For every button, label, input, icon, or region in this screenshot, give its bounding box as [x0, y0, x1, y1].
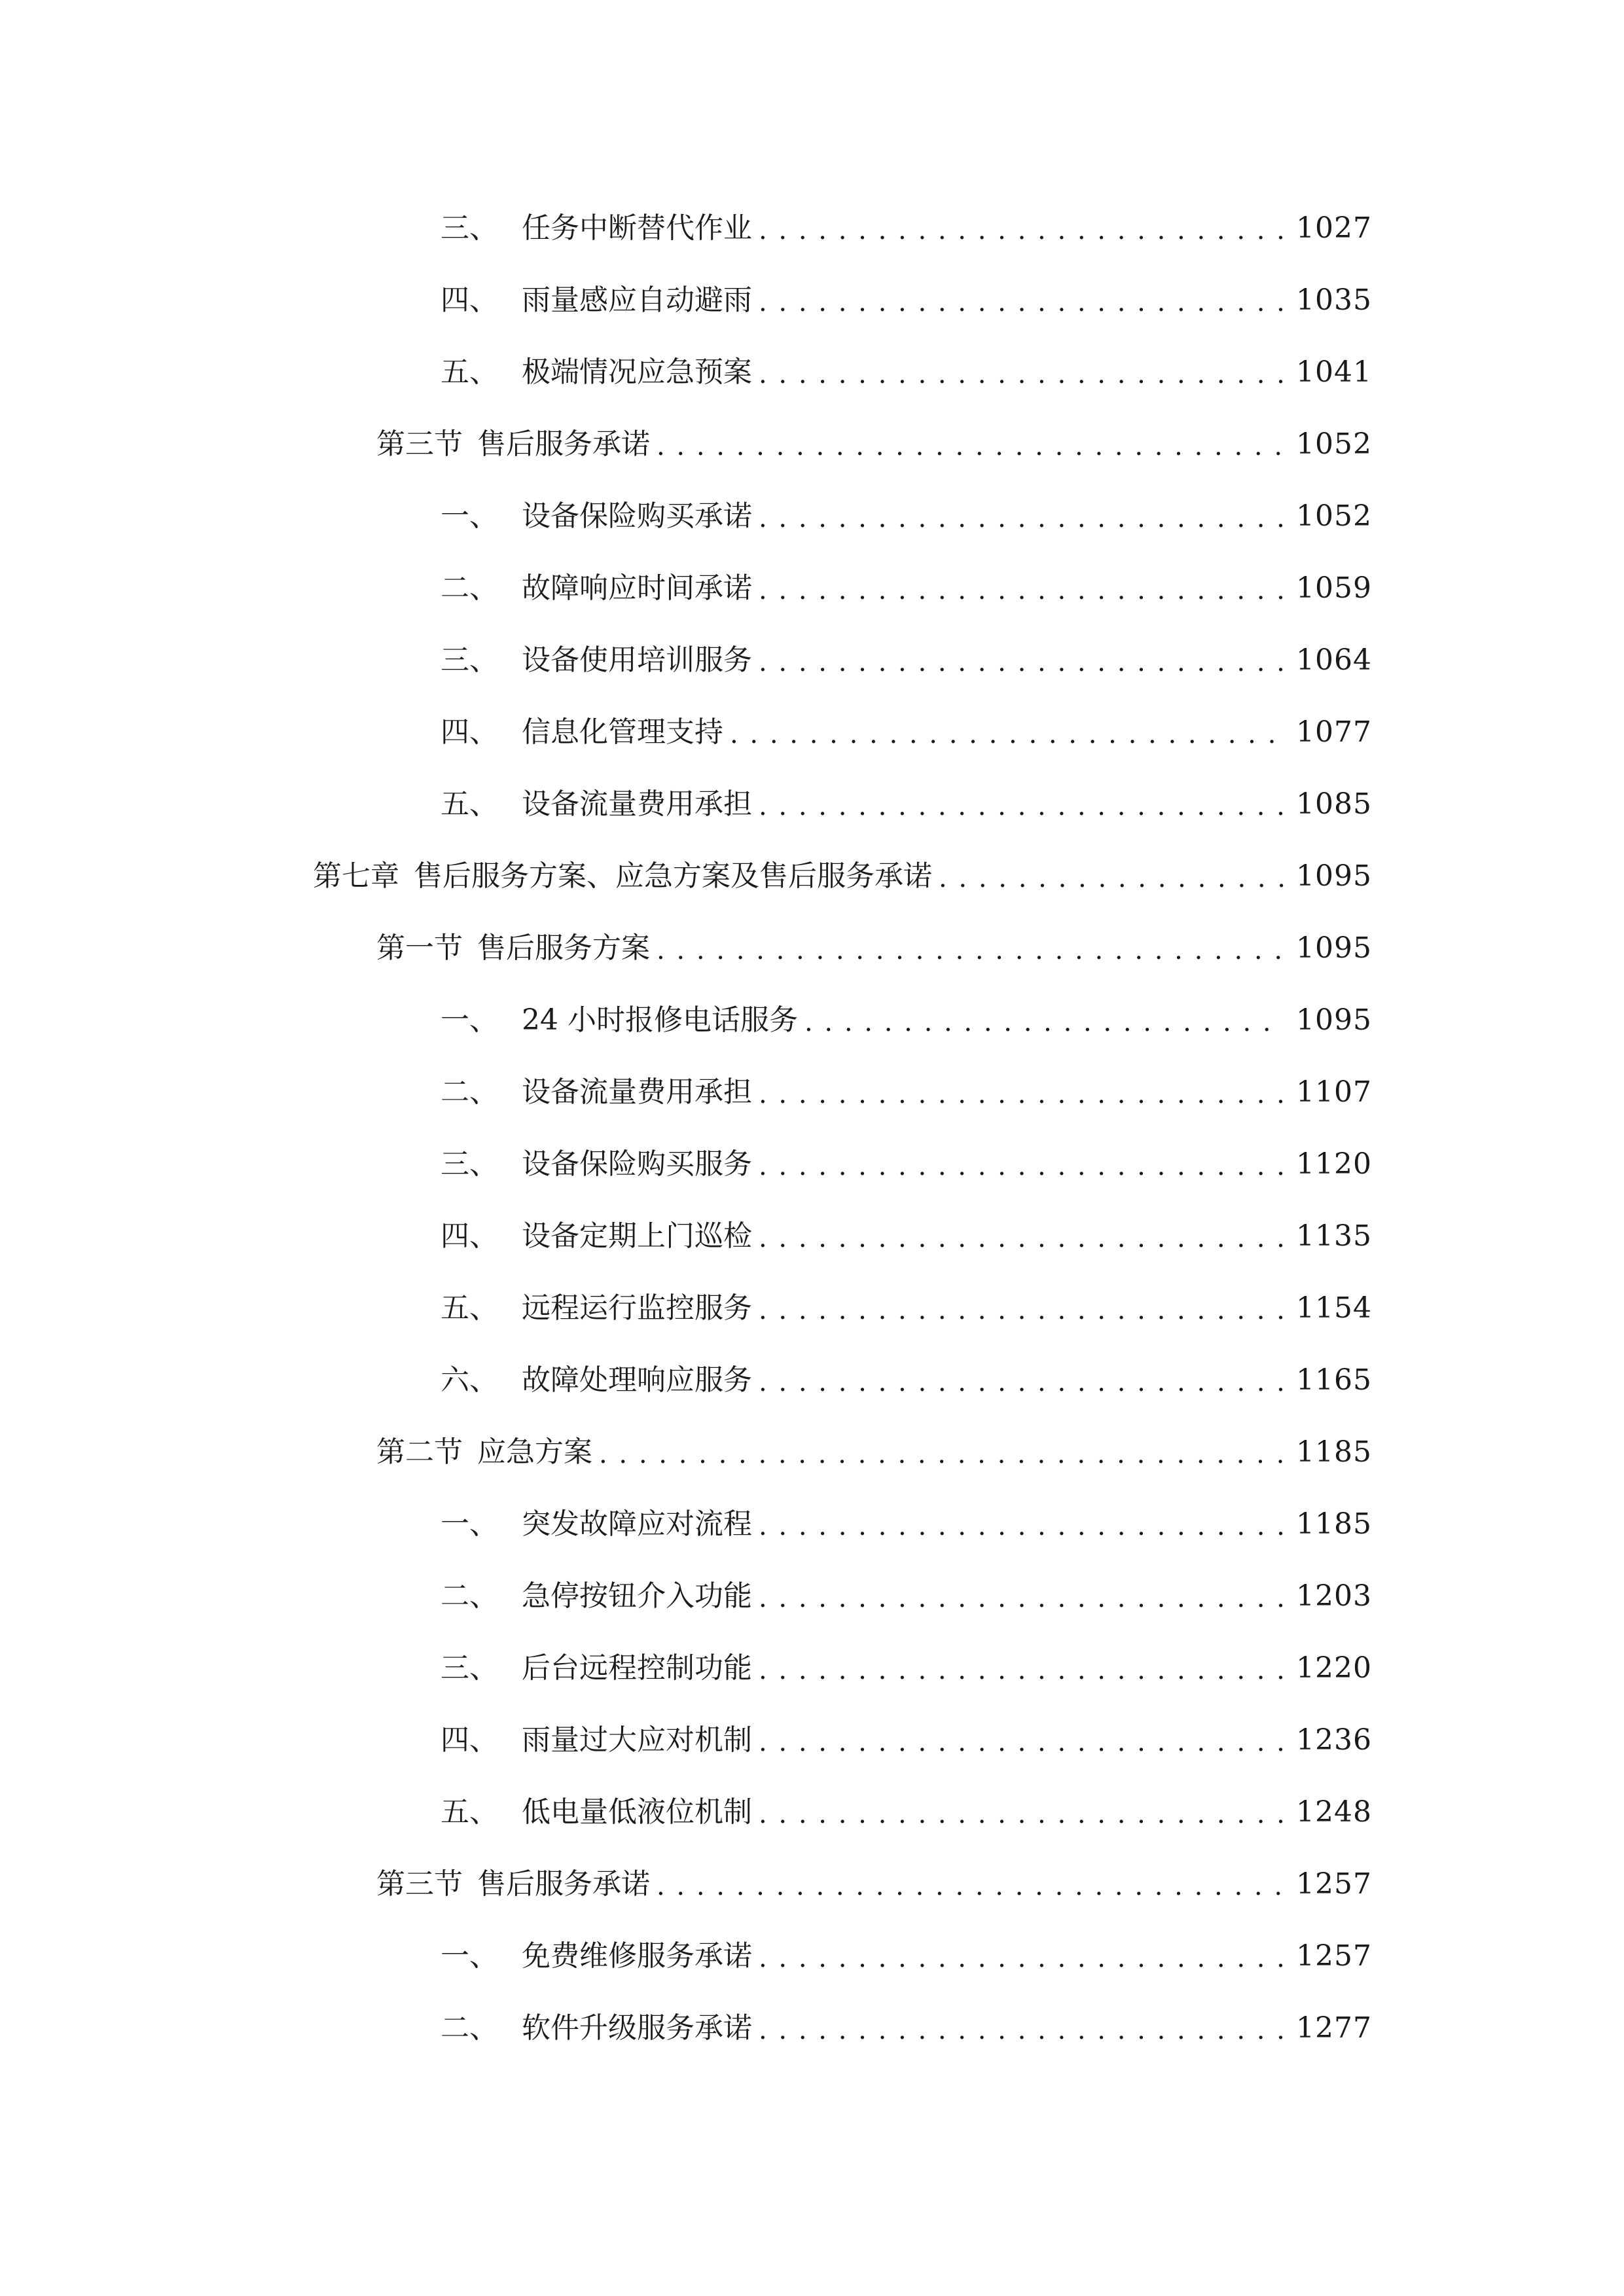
toc-entry[interactable] [441, 2002, 1372, 2054]
dot-leader [759, 634, 1284, 687]
toc-entry-number: 六、 [441, 1363, 498, 1397]
toc-entry-number: 四、 [441, 1723, 498, 1757]
toc-entry[interactable] [441, 1282, 1372, 1335]
toc-entry[interactable] [313, 850, 1372, 903]
toc-entry-number: 三、 [441, 211, 498, 245]
dot-leader [759, 490, 1284, 543]
dot-leader [657, 922, 1284, 975]
toc-entry-title: 雨量过大应对机制 [522, 1723, 752, 1757]
dot-leader [759, 1066, 1284, 1119]
toc-entry-title: 免费维修服务承诺 [522, 1939, 752, 1973]
toc-entry-page: 1107 [1296, 1075, 1372, 1109]
dot-leader [759, 274, 1284, 327]
toc-entry-page: 1041 [1296, 355, 1372, 389]
dot-leader [759, 1642, 1284, 1695]
toc-entry-number: 第一节 [376, 931, 463, 965]
toc-entry-page: 1277 [1296, 2011, 1372, 2045]
toc-entry-page: 1095 [1296, 931, 1372, 965]
dot-leader [759, 1282, 1284, 1335]
toc-entry-title: 信息化管理支持 [522, 715, 723, 749]
dot-leader [759, 1354, 1284, 1407]
dot-leader [759, 1786, 1284, 1839]
toc-entry-title: 故障处理响应服务 [522, 1363, 752, 1397]
toc-entry[interactable] [441, 1714, 1372, 1767]
dot-leader [657, 1858, 1284, 1910]
toc-entry-page: 1248 [1296, 1795, 1372, 1829]
toc-entry[interactable] [441, 1570, 1372, 1623]
toc-entry-title: 远程运行监控服务 [522, 1291, 752, 1325]
dot-leader [759, 202, 1284, 255]
toc-entry-page: 1120 [1296, 1147, 1372, 1181]
toc-entry-number: 五、 [441, 787, 498, 821]
toc-entry-number: 二、 [441, 1579, 498, 1613]
toc-entry-number: 三、 [441, 1651, 498, 1685]
dot-leader [657, 418, 1284, 471]
toc-entry[interactable] [441, 994, 1372, 1047]
toc-entry-page: 1059 [1296, 571, 1372, 605]
toc-entry-page: 1077 [1296, 715, 1372, 749]
toc-entry-number: 第三节 [376, 427, 463, 461]
toc-entry-page: 1203 [1296, 1579, 1372, 1613]
toc-entry-page: 1154 [1296, 1291, 1372, 1325]
toc-entry-page: 1135 [1296, 1219, 1372, 1253]
toc-entry-page: 1185 [1296, 1435, 1372, 1469]
toc-entry[interactable] [441, 490, 1372, 543]
toc-entry-number: 五、 [441, 1291, 498, 1325]
toc-entry-page: 1095 [1296, 859, 1372, 893]
toc-entry[interactable] [441, 562, 1372, 615]
toc-entry-title: 软件升级服务承诺 [522, 2011, 752, 2045]
toc-entry-title: 急停按钮介入功能 [522, 1579, 752, 1613]
dot-leader [759, 346, 1284, 399]
toc-entry[interactable] [441, 274, 1372, 327]
toc-entry-page: 1095 [1296, 1003, 1372, 1037]
toc-entry-title: 设备使用培训服务 [522, 643, 752, 677]
dot-leader [730, 706, 1284, 759]
toc-entry[interactable] [441, 1138, 1372, 1191]
toc-entry[interactable] [376, 1858, 1372, 1910]
dot-leader [759, 1210, 1284, 1263]
dot-leader [759, 1930, 1284, 1982]
toc-entry-page: 1220 [1296, 1651, 1372, 1685]
dot-leader [599, 1426, 1284, 1479]
toc-entry-number: 第二节 [376, 1435, 463, 1469]
dot-leader [804, 994, 1284, 1047]
toc-entry-number: 五、 [441, 355, 498, 389]
dot-leader [759, 2002, 1284, 2054]
toc-entry-page: 1257 [1296, 1939, 1372, 1973]
dot-leader [939, 850, 1284, 903]
toc-entry[interactable] [376, 922, 1372, 975]
toc-entry-number: 三、 [441, 1147, 498, 1181]
toc-entry[interactable] [441, 1354, 1372, 1407]
toc-entry-title: 设备流量费用承担 [522, 787, 752, 821]
toc-entry-page: 1052 [1296, 499, 1372, 533]
toc-entry-page: 1052 [1296, 427, 1372, 461]
toc-entry[interactable] [441, 1930, 1372, 1982]
dot-leader [759, 1138, 1284, 1191]
dot-leader [759, 1570, 1284, 1623]
toc-entry-title: 设备流量费用承担 [522, 1075, 752, 1109]
dot-leader [759, 1714, 1284, 1767]
dot-leader [759, 778, 1284, 831]
toc-entry-number: 三、 [441, 643, 498, 677]
toc-entry-page: 1236 [1296, 1723, 1372, 1757]
toc-entry-title: 24 小时报修电话服务 [522, 1003, 798, 1037]
toc-entry[interactable] [441, 706, 1372, 759]
toc-entry-title: 任务中断替代作业 [522, 211, 752, 245]
toc-entry-page: 1185 [1296, 1507, 1372, 1541]
toc-entry[interactable] [441, 778, 1372, 831]
toc-entry-number: 二、 [441, 2011, 498, 2045]
toc-entry-number: 第七章 [313, 859, 399, 893]
toc-entry-number: 四、 [441, 1219, 498, 1253]
toc-entry-title: 后台远程控制功能 [522, 1651, 752, 1685]
toc-entry-title: 设备定期上门巡检 [522, 1219, 752, 1253]
toc-entry-page: 1027 [1296, 211, 1372, 245]
toc-entry-title: 设备保险购买承诺 [522, 499, 752, 533]
toc-entry-title: 低电量低液位机制 [522, 1795, 752, 1829]
toc-entry[interactable] [441, 1786, 1372, 1839]
toc-entry-number: 四、 [441, 715, 498, 749]
toc-entry-number: 一、 [441, 499, 498, 533]
toc-entry-title: 售后服务方案 [477, 931, 650, 965]
toc-entry-number: 二、 [441, 1075, 498, 1109]
toc-entry-number: 五、 [441, 1795, 498, 1829]
toc-entry-page: 1085 [1296, 787, 1372, 821]
toc-entry[interactable] [376, 418, 1372, 471]
toc-entry-number: 一、 [441, 1003, 498, 1037]
toc-entry-title: 应急方案 [477, 1435, 592, 1469]
toc-entry[interactable] [376, 1426, 1372, 1479]
toc-entry-title: 故障响应时间承诺 [522, 571, 752, 605]
toc-entry[interactable] [441, 1066, 1372, 1119]
toc-entry-number: 第三节 [376, 1867, 463, 1901]
toc-entry-page: 1035 [1296, 283, 1372, 317]
toc-entry-page: 1064 [1296, 643, 1372, 677]
toc-entry-number: 一、 [441, 1507, 498, 1541]
toc-entry-title: 设备保险购买服务 [522, 1147, 752, 1181]
toc-entry-page: 1165 [1296, 1363, 1372, 1397]
toc-entry-title: 售后服务方案、应急方案及售后服务承诺 [414, 859, 932, 893]
toc-entry-title: 极端情况应急预案 [522, 355, 752, 389]
toc-entry-page: 1257 [1296, 1867, 1372, 1901]
toc-entry[interactable] [441, 1498, 1372, 1551]
toc-entry[interactable] [441, 1642, 1372, 1695]
dot-leader [759, 1498, 1284, 1551]
toc-entry-title: 售后服务承诺 [477, 427, 650, 461]
toc-entry-number: 四、 [441, 283, 498, 317]
toc-entry[interactable] [441, 634, 1372, 687]
toc-entry-title: 突发故障应对流程 [522, 1507, 752, 1541]
toc-entry[interactable] [441, 1210, 1372, 1263]
toc-entry-title: 雨量感应自动避雨 [522, 283, 752, 317]
toc-entry-number: 一、 [441, 1939, 498, 1973]
toc-entry[interactable] [441, 346, 1372, 399]
toc-entry-title: 售后服务承诺 [477, 1867, 650, 1901]
toc-entry[interactable] [441, 202, 1372, 255]
toc-entry-number: 二、 [441, 571, 498, 605]
dot-leader [759, 562, 1284, 615]
